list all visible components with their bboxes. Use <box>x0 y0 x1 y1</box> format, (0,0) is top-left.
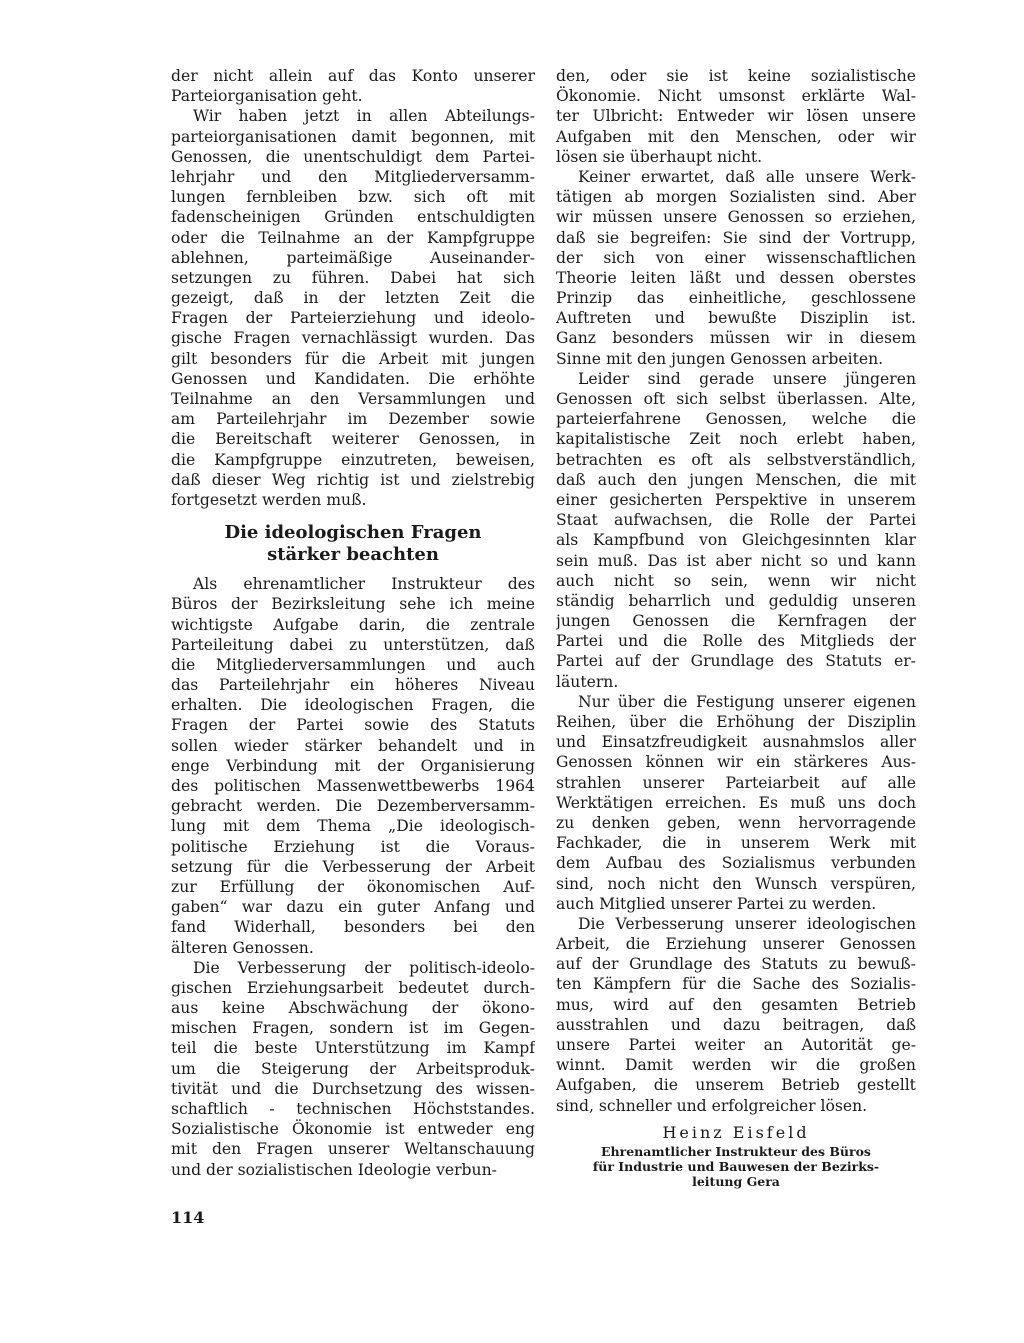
text-line: tätigen ab morgen Sozialisten sind. Aber <box>556 188 916 207</box>
paragraph <box>556 692 916 914</box>
text-line: und Einsatzfreudigkeit ausnahmslos aller <box>556 733 916 752</box>
paragraph <box>556 66 916 167</box>
text-line: tivität und die Durchsetzung des wissen- <box>171 1079 535 1098</box>
text-line: winnt. Damit werden wir die großen <box>556 1056 916 1075</box>
text-line: Arbeit, die Erziehung unserer Genossen <box>556 935 916 954</box>
text-line: mus, wird auf den gesamten Betrieb <box>556 995 916 1014</box>
text-line: das Parteilehrjahr ein höheres Niveau <box>171 676 535 695</box>
text-line: Fachkader, die in unserem Werk mit <box>556 834 916 853</box>
section-heading <box>171 522 535 566</box>
text-line: politische Erziehung ist die Voraus- <box>171 837 535 856</box>
text-line: auch nicht so sein, wenn wir nicht <box>556 571 916 590</box>
author-role-line: für Industrie und Bauwesen der Bezirks- <box>592 1158 880 1174</box>
text-line: ten Kämpfern für die Sache des Sozialis- <box>556 975 916 994</box>
text-line: zur Erfüllung der ökonomischen Auf- <box>171 877 535 896</box>
text-line: gebracht werden. Die Dezemberversamm- <box>171 797 535 816</box>
text-line: der nicht allein auf das Konto unserer <box>171 67 535 85</box>
signature-block <box>556 1122 916 1189</box>
text-line: ständig beharrlich und geduldig unseren <box>556 591 916 610</box>
text-line: Genossen können wir ein stärkeres Aus- <box>556 753 916 772</box>
text-line: setzungen zu führen. Dabei hat sich <box>171 268 535 287</box>
text-line: älteren Genossen. <box>171 938 314 957</box>
page-number: 114 <box>171 1208 205 1227</box>
paragraph <box>171 106 535 510</box>
text-line: Fragen der Parteierziehung und ideolo- <box>171 309 535 328</box>
text-line: lösen sie überhaupt nicht. <box>556 147 763 166</box>
text-line: erhalten. Die ideologischen Fragen, die <box>171 696 535 715</box>
text-line: ausstrahlen und dazu beitragen, daß <box>556 1015 916 1034</box>
text-line: daß sie begreifen: Sie sind der Vortrupp, <box>556 228 916 247</box>
text-line: Ganz besonders müssen wir in diesem <box>556 329 916 348</box>
right-column <box>556 66 916 1189</box>
text-line: Büros der Bezirksleitung sehe ich meine <box>171 595 535 614</box>
text-line: die Mitgliederversammlungen und auch <box>171 655 535 674</box>
text-line: lung mit dem Thema „Die ideologisch- <box>171 817 535 836</box>
text-line: ablehnen, parteimäßige Auseinander- <box>171 248 535 267</box>
paragraph <box>556 914 916 1116</box>
text-line: Aufgaben, die unserem Betrieb gestellt <box>556 1076 916 1095</box>
text-line: Fragen der Partei sowie des Statuts <box>171 716 535 735</box>
text-line: kapitalistische Zeit noch erlebt haben, <box>556 430 916 449</box>
text-line: Prinzip das einheitliche, geschlossene <box>556 289 916 308</box>
text-line: teil die beste Unterstützung im Kampf <box>171 1039 535 1058</box>
text-line: sind, noch nicht den Wunsch verspüren, <box>556 874 916 893</box>
author-role-line: leitung Gera <box>692 1173 780 1189</box>
text-line: einer gesicherten Perspektive in unserem <box>556 490 916 509</box>
text-line: und der sozialistischen Ideologie verbun- <box>171 1160 497 1179</box>
text-line: sollen wieder stärker behandelt und in <box>171 736 535 755</box>
text-line: wir müssen unsere Genossen so erziehen, <box>556 208 916 227</box>
text-line: betrachten es oft als selbstverständlich, <box>556 450 916 469</box>
text-line: Wir haben jetzt in allen Abteilungs- <box>193 107 535 126</box>
author-role-line: Ehrenamtlicher Instrukteur des Büros <box>601 1143 871 1159</box>
text-line: aus keine Abschwächung der ökono- <box>171 999 535 1018</box>
paragraph <box>556 369 916 692</box>
text-line: daß auch den jungen Menschen, die mit <box>556 470 916 489</box>
section-heading-line: Die ideologischen Fragen <box>224 522 482 544</box>
text-line: gische Fragen vernachlässigt wurden. Das <box>171 329 535 348</box>
text-line: gezeigt, daß in der letzten Zeit die <box>171 289 535 308</box>
text-line: gaben“ war dazu ein guter Anfang und <box>171 898 535 917</box>
text-line: Leider sind gerade unsere jüngeren <box>578 369 916 388</box>
text-line: ter Ulbricht: Entweder wir lösen unsere <box>556 107 916 126</box>
text-line: strahlen unserer Parteiarbeit auf alle <box>556 773 916 792</box>
text-line: Nur über die Festigung unserer eigenen <box>578 692 916 711</box>
text-line: Teilnahme an den Versammlungen und <box>171 390 535 408</box>
text-line: am Parteilehrjahr im Dezember sowie <box>171 410 535 429</box>
paragraph <box>171 958 535 1180</box>
text-line: der sich von einer wissenschaftlichen <box>556 248 916 267</box>
text-line: lehrjahr und den Mitgliederversamm- <box>171 167 535 186</box>
text-line: jungen Genossen die Kernfragen der <box>556 612 916 631</box>
text-line: zu denken geben, wenn hervorragende <box>556 813 916 832</box>
text-line: parteiorganisationen damit begonnen, mit <box>171 127 535 146</box>
text-line: daß dieser Weg richtig ist und zielstrebig <box>171 470 535 489</box>
text-line: gilt besonders für die Arbeit mit jungen <box>171 349 535 368</box>
paragraph <box>171 574 535 958</box>
text-line: Partei und die Rolle des Mitglieds der <box>556 632 916 651</box>
text-line: gischen Erziehungsarbeit bedeutet durch- <box>171 978 535 997</box>
text-line: um die Steigerung der Arbeitsproduk- <box>171 1059 535 1078</box>
text-line: auf der Grundlage des Statuts zu bewuß- <box>556 955 916 974</box>
text-line: als Kampfbund von Gleichgesinnten klar <box>556 531 916 550</box>
text-line: Auftreten und bewußte Disziplin ist. <box>556 309 916 328</box>
left-column <box>171 66 535 1180</box>
text-line: Sinne mit den jungen Genossen arbeiten. <box>556 349 884 368</box>
text-line: fand Widerhall, besonders bei den <box>171 918 535 937</box>
text-line: Sozialistische Ökonomie ist entweder eng <box>171 1120 535 1139</box>
text-line: Werktätigen erreichen. Es muß uns doch <box>556 793 916 812</box>
text-line: Genossen oft sich selbst überlassen. Alte, <box>556 390 916 408</box>
text-line: die Kampfgruppe einzutreten, beweisen, <box>171 450 535 469</box>
text-line: mischen Fragen, sondern ist im Gegen- <box>171 1019 535 1038</box>
text-line: Theorie leiten läßt und dessen oberstes <box>556 268 916 287</box>
text-line: sind, schneller und erfolgreicher lösen. <box>556 1096 868 1115</box>
text-line: Ökonomie. Nicht umsonst erklärte Wal- <box>556 87 916 106</box>
text-line: Die Verbesserung unserer ideologischen <box>578 914 916 933</box>
text-line: sein muß. Das ist aber nicht so und kann <box>556 551 916 570</box>
paragraph <box>556 167 916 369</box>
text-line: auch Mitglied unserer Partei zu werden. <box>556 894 877 913</box>
text-line: unsere Partei weiter an Autorität ge- <box>556 1036 916 1054</box>
text-line: den, oder sie ist keine sozialistische <box>556 67 916 85</box>
text-line: fadenscheinigen Gründen entschuldigten <box>171 208 535 227</box>
text-line: wichtigste Aufgabe darin, die zentrale <box>171 615 535 634</box>
text-line: Als ehrenamtlicher Instrukteur des <box>193 575 535 594</box>
text-line: Reihen, über die Erhöhung der Disziplin <box>556 713 916 731</box>
text-line: Staat aufwachsen, die Rolle der Partei <box>556 511 916 530</box>
text-line: Genossen, die unentschuldigt dem Partei- <box>171 147 535 166</box>
text-line: lungen fernbleiben bzw. sich oft mit <box>171 188 535 207</box>
section-heading-line: stärker beachten <box>267 544 439 566</box>
text-line: enge Verbindung mit der Organisierung <box>171 756 535 775</box>
author-name: Heinz Eisfeld <box>662 1122 810 1142</box>
text-line: fortgesetzt werden muß. <box>171 490 367 509</box>
text-line: Genossen und Kandidaten. Die erhöhte <box>171 369 535 388</box>
text-line: Aufgaben mit den Menschen, oder wir <box>556 127 916 146</box>
text-line: Keiner erwartet, daß alle unsere Werk- <box>578 167 916 186</box>
paragraph <box>171 66 535 106</box>
text-line: schaftlich - technischen Höchststandes. <box>171 1100 535 1118</box>
text-line: Die Verbesserung der politisch-ideolo- <box>193 958 535 977</box>
text-line: des politischen Massenwettbewerbs 1964 <box>171 777 535 795</box>
text-line: Parteiorganisation geht. <box>171 87 363 106</box>
text-line: oder die Teilnahme an der Kampfgruppe <box>171 228 535 247</box>
text-line: Partei auf der Grundlage des Statuts er- <box>556 652 916 671</box>
text-line: die Bereitschaft weiterer Genossen, in <box>171 430 535 449</box>
text-line: mit den Fragen unserer Weltanschauung <box>171 1140 535 1159</box>
text-line: parteierfahrene Genossen, welche die <box>556 410 916 429</box>
text-line: Parteileitung dabei zu unterstützen, daß <box>171 635 535 654</box>
text-line: läutern. <box>556 672 619 691</box>
text-line: setzung für die Verbesserung der Arbeit <box>171 857 535 876</box>
text-line: dem Aufbau des Sozialismus verbunden <box>556 854 916 873</box>
